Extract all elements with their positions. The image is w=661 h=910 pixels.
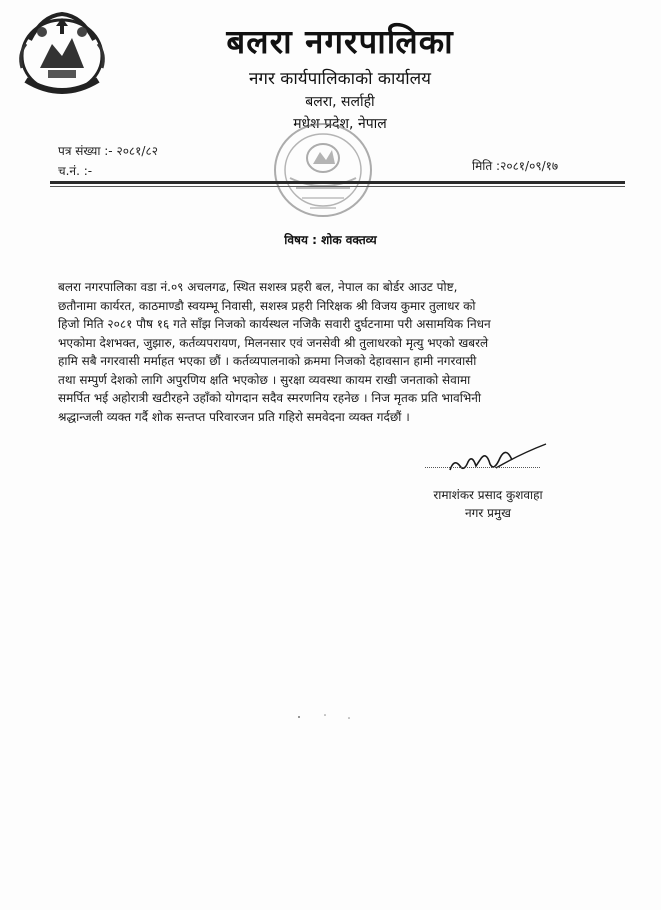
- signatory-title: नगर प्रमुख: [465, 506, 511, 520]
- body-line: छतौनामा कार्यरत, काठमाण्डौ स्वयम्भू निवासी, सशस्त्र प्रहरी निरिक्षक श्री विजय कुमार तुलाधर को: [58, 298, 476, 313]
- municipality-name: बलरा नगरपालिका: [226, 22, 454, 61]
- body-line: बलरा नगरपालिका वडा नं.०९ अचलगढ, स्थित सशस्त्र प्रहरी बल, नेपाल का बोर्डर आउट पोष्ट,: [58, 280, 458, 294]
- scan-specks: [295, 712, 355, 722]
- letter-date: मिति :२०८१/०९/१७: [472, 159, 559, 173]
- header-divider-thick: [50, 181, 625, 184]
- body-line: हिजो मिति २०८१ पौष १६ गते साँझ निजको कार्यस्थल नजिकै सवारी दुर्घटनामा परी असामयिक निधन: [58, 317, 491, 331]
- body-line: भएकोमा देशभक्त, जुझारु, कर्तव्यपरायण, मिलनसार एवं जनसेवी श्री तुलाधरको मृत्यु भएको खबरले: [58, 335, 489, 350]
- office-name: नगर कार्यपालिकाको कार्यालय: [248, 69, 432, 89]
- subject-line: विषय : शोक वक्तव्य: [284, 233, 377, 247]
- municipality-round-stamp-icon: [268, 118, 378, 222]
- body-line: तथा सम्पुर्ण देशको लागि अपुरणिय क्षति भएकोछ । सुरक्षा व्यवस्था कायम राखी जनताको सेवामा: [58, 372, 471, 387]
- nepal-coat-of-arms-icon: [12, 10, 112, 98]
- body-line: समर्पित भई अहोरात्री खटीरहने उहाँको योगदान सदैव स्मरणनिय रहनेछ । निज मृतक प्रति भावभिनी: [58, 391, 482, 405]
- body-line: श्रद्धान्जली व्यक्त गर्दै शोक सन्तप्त परिवारजन प्रति गहिरो समवेदना व्यक्त गर्दछौं ।: [58, 409, 410, 424]
- body-line: हामि सबै नगरवासी मर्माहत भएका छौं । कर्तव्यपालनाको क्रममा निजको देहावसान हामी नगरवासी: [58, 354, 477, 368]
- handwritten-signature-icon: [430, 440, 550, 480]
- address-line: बलरा, सर्लाही: [305, 94, 375, 110]
- letter-body: [58, 278, 623, 426]
- signature-line: [425, 467, 540, 468]
- header-divider-thin: [50, 186, 625, 187]
- signatory-name: रामाशंकर प्रसाद कुशवाहा: [433, 488, 543, 502]
- province-line: मधेश प्रदेश, नेपाल: [293, 116, 387, 132]
- dispatch-number: च.नं. :-: [58, 164, 93, 178]
- reference-number: पत्र संख्या :- २०८१/८२: [58, 144, 158, 158]
